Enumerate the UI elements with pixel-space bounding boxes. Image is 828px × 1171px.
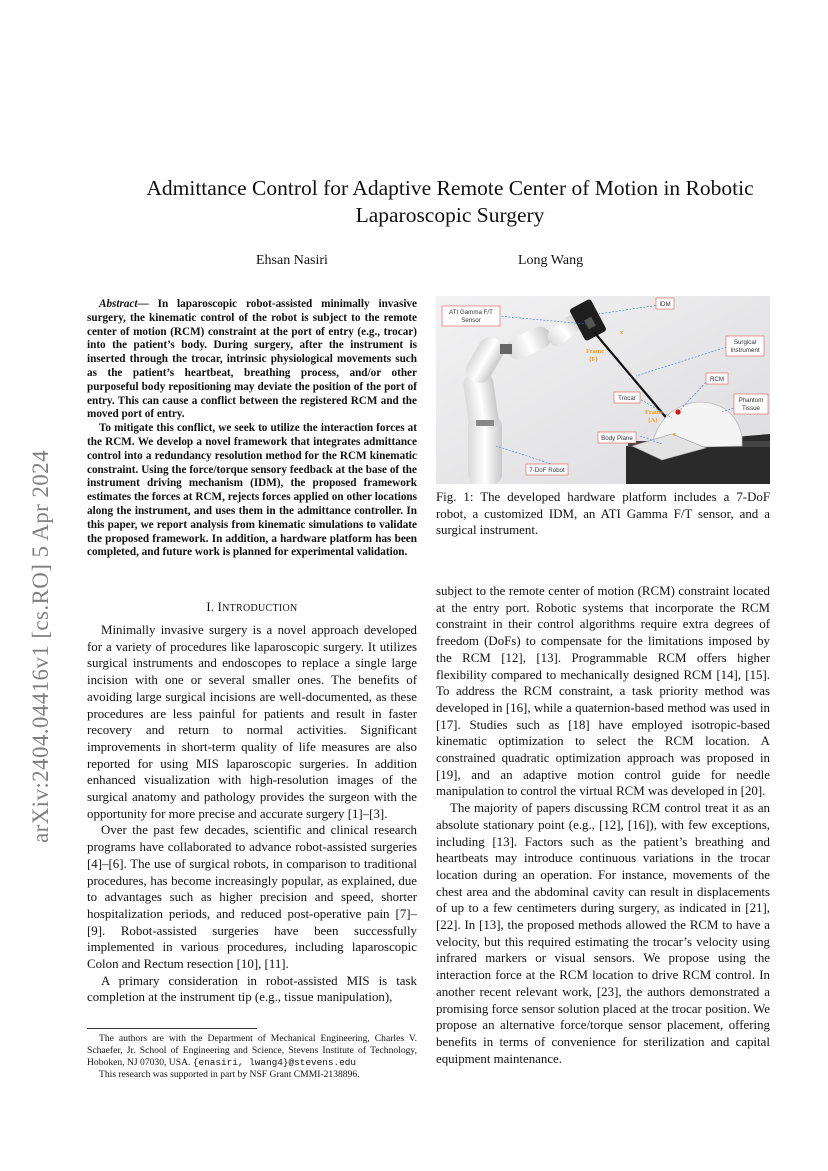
abstract <box>87 298 417 560</box>
label-instrument-line1: Surgical <box>733 339 757 346</box>
body-paragraph: Over the past few decades, scientific and clinical research programs have collaborated to advance robot-assisted surgeries [4]–[6]. The use of surgical robots, in comparison to traditional procedures, has become increasingly popular, as explained, due to advantages such as higher precision and speed, shorter hospitalization periods, and reduced post-operative pain [7]–[9]. Robot-assisted surgeries have been successfully implemented in various procedures, including laparoscopic Colon and Rectum resection [10], [11]. <box>87 823 417 972</box>
intro-left-column <box>87 622 417 1006</box>
affiliation-text: The authors are with the Department of Mechanical Engineering, Charles V. Schaefer, Jr. School of Engineering and Science, Stevens Institute of Technology, Hoboken, NJ 07030, USA. <box>87 1033 417 1068</box>
axis-x-r: x <box>673 431 677 438</box>
label-phantom <box>734 394 768 414</box>
label-phantom-line2: Tissue <box>742 405 760 412</box>
footnote-affiliation <box>87 1033 417 1069</box>
abstract-text: — In laparoscopic robot-assisted minimally invasive surgery, the kinematic control of the robot is subject to the remote center of motion (RCM) constraint at the port of entry (e.g., trocar) into the patient’s body. During surgery, after the instrument is inserted through the trocar, intrinsic physiological movements such as the patient’s heartbeat, breathing process, and/or other purposeful body repositioning may deviate the position of the port of entry. This can cause a conflict between the registered RCM and the moved port of entry. <box>87 298 417 421</box>
abstract-lead: Abstract <box>99 298 138 310</box>
axis-x-f: x <box>620 329 624 336</box>
abstract-paragraph: To mitigate this conflict, we seek to utilize the interaction forces at the RCM. We develop a novel framework that integrates admittance control into a redundancy resolution method for the RCM kinematic constraint. Using the force/torque sensory feedback at the base of the instrument driving mechanism (IDM), the proposed framework estimates the forces at RCM, rejects forces applied on other locations along the instrument, and uses them in the admittance controller. In this paper, we report analysis from kinematic simulations to validate the proposed framework. In addition, a hardware platform has been completed, and future work is planned for experimental validation. <box>87 422 417 559</box>
author-name: Ehsan Nasiri <box>256 253 328 268</box>
label-trocar-text: Trocar <box>618 395 636 402</box>
label-sensor-line2: Sensor <box>461 317 481 324</box>
author-name: Long Wang <box>518 253 584 268</box>
body-paragraph: The majority of papers discussing RCM control treat it as an absolute stationary point (e.g., [12], [16]), with few exceptions, including [13]. Factors such as the patient’s breathing and heartbeats may introduce continuous variations in the trocar location during an operation. For instance, movements of the chest area and the abdominal cavity can result in displacements of up to a few centimeters during surgery, as indicated in [21], [22]. In [13], the proposed methods allowed the RCM to have a velocity, but this required estimating the trocar’s velocity using infrared markers or visual sensors. We propose using the interaction force at the RCM location to drive RCM control. In another recent relevant work, [23], the authors demonstrated a promising force sensor solution placed at the trocar position. We propose an alternative force/torque sensor placement, offering benefits in terms of convenience for sterilization and capital equipment maintenance. <box>436 801 770 1066</box>
section-title <box>218 600 298 614</box>
label-instrument <box>726 336 764 356</box>
label-rcm <box>706 373 728 384</box>
rcm-marker-icon <box>675 409 680 414</box>
frame-a-symbol: {A} <box>648 417 658 424</box>
section-title-rest: NTRODUCTION <box>222 603 298 614</box>
figure-hardware-platform <box>436 296 770 484</box>
section-title-initial: I <box>217 600 223 614</box>
abstract-paragraph <box>87 298 417 422</box>
figure-image <box>436 296 770 484</box>
arxiv-identifier <box>4 365 64 845</box>
body-paragraph: A primary consideration in robot-assisted MIS is task completion at the instrument tip (e.g., tissue manipulation), <box>87 973 417 1005</box>
footnote-divider <box>87 1028 257 1029</box>
label-sensor <box>442 306 500 326</box>
figure-caption: Fig. 1: The developed hardware platform includes a 7-DoF robot, a customized IDM, an ATI Gamma F/T sensor, and a surgical instrument. <box>436 490 770 538</box>
body-paragraph: subject to the remote center of motion (RCM) constraint located at the entry port. Robotic systems that incorporate the RCM constraint in their control algorithms require extra degrees of freedom (DoFs) to compensate for the limitations imposed by the RCM [12], [13]. Programmable RCM offers higher flexibility compared to mechanically designed RCM [14], [15]. To address the RCM constraint, a task priority method was developed in [16], while a quaternion-based method was used in [17]. Studies such as [18] have employed isotropic-based kinematic optimization to select the RCM location. A constrained quadratic optimization approach was proposed in [19], and an adaptive motion control guide for needle manipulation to control the virtual RCM was developed in [20]. <box>436 584 770 799</box>
body-paragraph: Minimally invasive surgery is a novel approach developed for a variety of procedures like laparoscopic surgery. It utilizes surgical instruments and endoscopes to replace a single large incision with one or several smaller ones. The benefits of avoiding large surgical incisions are well-documented, as these procedures are less painful for patients and result in faster recovery and return to normal activities. Significant improvements in short-term quality of life measures are also reported for using MIS laparoscopic surgeries. In addition enhanced visualization with high-resolution images of the surgical anatomy and pathology provides the surgeon with the opportunity for more precise and accurate surgery [1]–[3]. <box>87 623 417 821</box>
label-phantom-line1: Phantom <box>738 397 764 404</box>
frame-a-label: Frame <box>645 409 664 416</box>
label-rcm-text: RCM <box>709 376 725 383</box>
author-emails: {enasiri, lwang4}@stevens.edu <box>192 1057 356 1068</box>
label-robot <box>526 464 568 475</box>
arxiv-identifier-text: arXiv:2404.04416v1 [cs.RO] 5 Apr 2024 <box>28 450 53 843</box>
section-number: I. <box>206 600 215 614</box>
label-body-plane-text: Body Plane <box>601 435 633 442</box>
footnotes <box>87 1033 417 1081</box>
frame-f-label: Frame <box>586 348 605 355</box>
label-instrument-line2: Instrument <box>730 347 760 354</box>
frame-f-symbol: {F} <box>589 356 598 363</box>
label-idm <box>656 298 674 309</box>
label-body-plane <box>598 432 636 443</box>
label-idm-text: IDM <box>659 301 671 308</box>
label-robot-text: 7-DoF Robot <box>529 467 565 474</box>
footnote-funding: This research was supported in part by NSF Grant CMMI-2138896. <box>99 1069 360 1080</box>
label-sensor-line1: ATI Gamma F/T <box>449 309 493 316</box>
section-heading <box>87 600 417 615</box>
intro-right-column <box>436 583 770 1067</box>
paper-title: Admittance Control for Adaptive Remote Center of Motion in Robotic Laparoscopic Surgery <box>146 176 754 227</box>
label-trocar <box>614 392 640 403</box>
